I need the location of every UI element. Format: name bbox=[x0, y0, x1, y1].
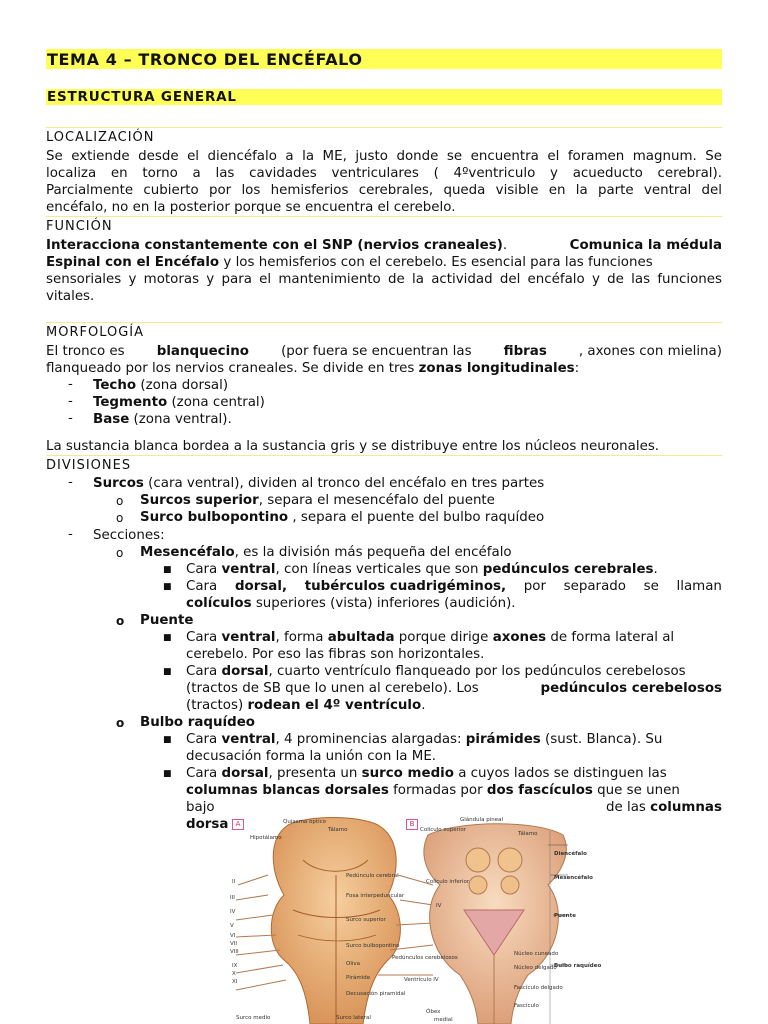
heading-localizacion: LOCALIZACIÓN bbox=[46, 130, 155, 145]
fig-label: Surco lateral bbox=[336, 1015, 371, 1021]
pu-ventral-2: cerebelo. Por eso las fibras son horizontales. bbox=[186, 647, 485, 662]
b: ventral bbox=[221, 562, 276, 577]
fig-label: II bbox=[232, 879, 236, 885]
b: columnas bbox=[650, 800, 722, 815]
item-bold: Base bbox=[93, 412, 130, 427]
loc-line-3: Parcialmente cubierto por los hemisferios cerebrales, queda visible en la parte ventral del bbox=[46, 183, 722, 198]
b: colículos bbox=[186, 596, 252, 611]
fig-label: Ventrículo IV bbox=[404, 977, 439, 983]
panel-b-tag: B bbox=[406, 819, 418, 830]
brainstem-illustration bbox=[228, 815, 724, 1024]
t: superiores (vista) inferiores (audición). bbox=[251, 596, 516, 611]
square-bullet: ■ bbox=[163, 565, 172, 575]
item-text: (zona central) bbox=[167, 395, 265, 410]
bu-dorsal-4: dorsa bbox=[186, 817, 229, 832]
t: (tractos) bbox=[186, 698, 248, 713]
fig-label: Surco medio bbox=[236, 1015, 271, 1021]
t: llaman bbox=[676, 579, 722, 594]
t: se bbox=[643, 579, 659, 594]
mor-t2: (por fuera se encuentran las bbox=[281, 344, 472, 359]
div-t: , es la división más pequeña del encéfalo bbox=[234, 545, 512, 560]
fun-bold-3: Espinal con el Encéfalo bbox=[46, 255, 220, 270]
fig-label: Decusación piramidal bbox=[346, 991, 406, 997]
fig-label: medial bbox=[434, 1017, 453, 1023]
t: (sust. Blanca). Su bbox=[540, 732, 663, 747]
region-label: Mesencéfalo bbox=[554, 875, 593, 881]
pu-dorsal-2 bbox=[186, 680, 722, 697]
fig-label: XI bbox=[232, 979, 238, 985]
fun-bold-1: Interacciona constantemente con el SNP (nervios craneales) bbox=[46, 238, 503, 253]
section-subtitle: ESTRUCTURA GENERAL bbox=[47, 89, 237, 105]
mes-dorsal-1 bbox=[186, 578, 722, 595]
b: pedúnculos cerebelosos bbox=[540, 681, 722, 696]
heading-divisiones: DIVISIONES bbox=[46, 458, 132, 473]
fig-label: Pedúnculo cerebral bbox=[346, 873, 399, 879]
t: de las bbox=[606, 800, 651, 815]
fig-label: VII bbox=[230, 941, 238, 947]
region-label: Diencéfalo bbox=[554, 851, 587, 857]
mes-ventral bbox=[186, 561, 658, 578]
fig-label: Fosa interpeduncular bbox=[346, 893, 405, 899]
panel-a-tag: A bbox=[232, 819, 244, 830]
t: Cara bbox=[186, 766, 222, 781]
circle-bullet: o bbox=[116, 716, 125, 730]
bu-ventral-2: decusación forma la unión con la ME. bbox=[186, 749, 437, 764]
div-secciones: Secciones: bbox=[93, 528, 165, 543]
divider bbox=[46, 127, 722, 128]
div-surco-1 bbox=[140, 492, 495, 509]
loc-line-2: localiza en torno a las cavidades ventriculares ( 4ºventriculo y acueducto cerebral). bbox=[46, 166, 722, 181]
item-text: (zona ventral). bbox=[129, 412, 232, 427]
div-t: , separa el mesencéfalo del puente bbox=[258, 493, 495, 508]
div-b: Surcos bbox=[93, 476, 144, 491]
region-label: Puente bbox=[554, 913, 576, 919]
fun-sep: . bbox=[502, 238, 508, 253]
fig-label: Hipotálamo bbox=[250, 835, 282, 841]
b: dos fascículos bbox=[486, 783, 593, 798]
fun-line-2 bbox=[46, 254, 653, 271]
div-b: Surco bulbopontino bbox=[140, 510, 289, 525]
b: abultada bbox=[327, 630, 395, 645]
div-puente: Puente bbox=[140, 613, 194, 628]
fun-line-4: vitales. bbox=[46, 289, 95, 304]
fun-line-1 bbox=[46, 237, 722, 254]
fig-label: Núcleo delgado bbox=[514, 965, 557, 971]
square-bullet: ■ bbox=[163, 633, 172, 643]
fig-label: Oliva bbox=[346, 961, 361, 967]
t: a cuyos lados se distinguen las bbox=[453, 766, 667, 781]
t: Cara bbox=[186, 732, 222, 747]
b: pirámides bbox=[465, 732, 541, 747]
bu-ventral-1 bbox=[186, 731, 722, 748]
bu-dorsal-3b bbox=[606, 799, 722, 816]
mor-t5: : bbox=[574, 361, 580, 376]
heading-funcion: FUNCIÓN bbox=[46, 219, 113, 234]
fig-label: III bbox=[230, 895, 235, 901]
div-surcos bbox=[93, 475, 544, 492]
divider bbox=[46, 216, 722, 217]
fig-label: V bbox=[230, 923, 234, 929]
mor-t4: flanqueado por los nervios craneales. Se divide en tres bbox=[46, 361, 419, 376]
bu-dorsal-3a: bajo bbox=[186, 800, 215, 815]
t: , cuarto ventrículo flanqueado por los pedúnculos cerebelosos bbox=[268, 664, 686, 679]
fig-label: Pirámide bbox=[346, 975, 371, 981]
fig-label: Fascículo bbox=[514, 1003, 539, 1009]
t: Cara bbox=[186, 579, 218, 594]
mor-line-2 bbox=[46, 360, 579, 377]
mor-item-3 bbox=[93, 411, 232, 428]
mor-b3: zonas longitudinales bbox=[418, 361, 575, 376]
pu-ventral-1 bbox=[186, 629, 722, 646]
div-mesencefalo bbox=[140, 544, 512, 561]
div-t: , separa el puente del bulbo raquídeo bbox=[288, 510, 545, 525]
item-bold: Tegmento bbox=[93, 395, 168, 410]
t: (tractos de SB que lo unen al cerebelo). Los bbox=[186, 681, 479, 696]
div-b: Mesencéfalo bbox=[140, 545, 235, 560]
fig-label: Colículo superior bbox=[420, 827, 467, 833]
fig-label: Núcleo cuneado bbox=[514, 951, 559, 957]
mor-b2: fibras bbox=[503, 344, 547, 359]
t: . bbox=[421, 698, 426, 713]
mor-item-1 bbox=[93, 377, 228, 394]
fun-line-3: sensoriales y motoras y para el mantenimiento de la actividad del encéfalo y de las funciones bbox=[46, 272, 722, 287]
square-bullet: ■ bbox=[163, 769, 172, 779]
circle-bullet: o bbox=[116, 546, 124, 560]
t: , presenta un bbox=[268, 766, 362, 781]
fig-label: Tálamo bbox=[328, 827, 348, 833]
fig-label: Colículo inferior bbox=[426, 879, 470, 885]
pu-dorsal-3 bbox=[186, 697, 425, 714]
b: ventral bbox=[221, 630, 276, 645]
b: tubérculos cuadrigéminos, bbox=[304, 579, 507, 594]
b: rodean el 4º ventrículo bbox=[247, 698, 422, 713]
dash-bullet: - bbox=[68, 411, 73, 426]
b: dorsal bbox=[221, 664, 269, 679]
t: que se unen bbox=[592, 783, 680, 798]
title-band bbox=[46, 49, 722, 69]
t: Cara bbox=[186, 630, 222, 645]
dash-bullet: - bbox=[68, 475, 73, 490]
t: formadas por bbox=[388, 783, 487, 798]
brainstem-figure bbox=[228, 815, 724, 1024]
div-surco-2 bbox=[140, 509, 544, 526]
t: Cara bbox=[186, 562, 222, 577]
fig-label: Tálamo bbox=[518, 831, 538, 837]
loc-line-4: encéfalo, no en la posterior porque se encuentra el cerebelo. bbox=[46, 200, 456, 215]
b: dorsal, bbox=[234, 579, 288, 594]
b: ventral bbox=[221, 732, 276, 747]
fig-label: Surco bulbopontino bbox=[346, 943, 400, 949]
subtitle-band bbox=[46, 89, 722, 105]
square-bullet: ■ bbox=[163, 582, 172, 592]
b: columnas blancas dorsales bbox=[186, 783, 389, 798]
fig-label: Fascículo delgado bbox=[514, 985, 563, 991]
fun-text-2: y los hemisferios con el cerebelo. Es esencial para las funciones bbox=[219, 255, 653, 270]
bu-dorsal-2 bbox=[186, 782, 722, 799]
fig-label: IV bbox=[436, 903, 442, 909]
fig-label: VI bbox=[230, 933, 236, 939]
fun-bold-2: Comunica la médula bbox=[569, 238, 722, 253]
dash-bullet: - bbox=[68, 377, 73, 392]
square-bullet: ■ bbox=[163, 667, 172, 677]
fig-label: Surco superior bbox=[346, 917, 386, 923]
fig-label: IV bbox=[230, 909, 236, 915]
dash-bullet: - bbox=[68, 394, 73, 409]
fig-label: Glándula pineal bbox=[460, 817, 504, 823]
divider bbox=[46, 455, 722, 456]
fig-label: VIII bbox=[230, 949, 239, 955]
b: surco medio bbox=[361, 766, 454, 781]
square-bullet: ■ bbox=[163, 735, 172, 745]
item-text: (zona dorsal) bbox=[136, 378, 229, 393]
t: , 4 prominencias alargadas: bbox=[275, 732, 466, 747]
fig-label: IX bbox=[232, 963, 238, 969]
fig-label: X bbox=[232, 971, 236, 977]
t: separado bbox=[563, 579, 626, 594]
divider bbox=[46, 322, 722, 323]
t: . bbox=[653, 562, 658, 577]
fig-label: Pedúnculos cerebelosos bbox=[392, 955, 458, 961]
mor-b1: blanquecino bbox=[156, 344, 249, 359]
mor-item-2 bbox=[93, 394, 265, 411]
loc-line-1: Se extiende desde el diencéfalo a la ME, justo donde se encuentra el foramen magnum. Se bbox=[46, 149, 722, 164]
item-bold: Techo bbox=[93, 378, 137, 393]
dash-bullet: - bbox=[68, 527, 73, 542]
t: porque dirige bbox=[394, 630, 493, 645]
div-bulbo: Bulbo raquídeo bbox=[140, 715, 255, 730]
mes-dorsal-2 bbox=[186, 595, 516, 612]
b: pedúnculos cerebrales bbox=[482, 562, 654, 577]
t: Cara bbox=[186, 664, 222, 679]
mor-after: La sustancia blanca bordea a la sustancia gris y se distribuye entre los núcleos neuronales. bbox=[46, 439, 660, 454]
t: , con líneas verticales que son bbox=[275, 562, 483, 577]
b: axones bbox=[492, 630, 547, 645]
circle-bullet: o bbox=[116, 511, 124, 525]
t: por bbox=[523, 579, 546, 594]
pu-dorsal-1 bbox=[186, 663, 686, 680]
mor-t1: El tronco es bbox=[46, 344, 125, 359]
bu-dorsal-1 bbox=[186, 765, 722, 782]
t: , forma bbox=[275, 630, 328, 645]
circle-bullet: o bbox=[116, 614, 125, 628]
fig-label: Quiasma óptico bbox=[283, 819, 326, 825]
mor-line-1 bbox=[46, 343, 722, 360]
t: de forma lateral al bbox=[546, 630, 675, 645]
div-t: (cara ventral), dividen al tronco del encéfalo en tres partes bbox=[143, 476, 545, 491]
heading-morfologia: MORFOLOGÍA bbox=[46, 325, 145, 340]
region-label: Bulbo raquídeo bbox=[554, 963, 602, 969]
document-title: TEMA 4 – TRONCO DEL ENCÉFALO bbox=[47, 50, 363, 69]
b: dorsal bbox=[221, 766, 269, 781]
circle-bullet: o bbox=[116, 494, 124, 508]
fig-label: Óbex bbox=[426, 1009, 441, 1015]
mor-t3: , axones con mielina) bbox=[578, 344, 722, 359]
div-b: Surcos superior bbox=[140, 493, 259, 508]
